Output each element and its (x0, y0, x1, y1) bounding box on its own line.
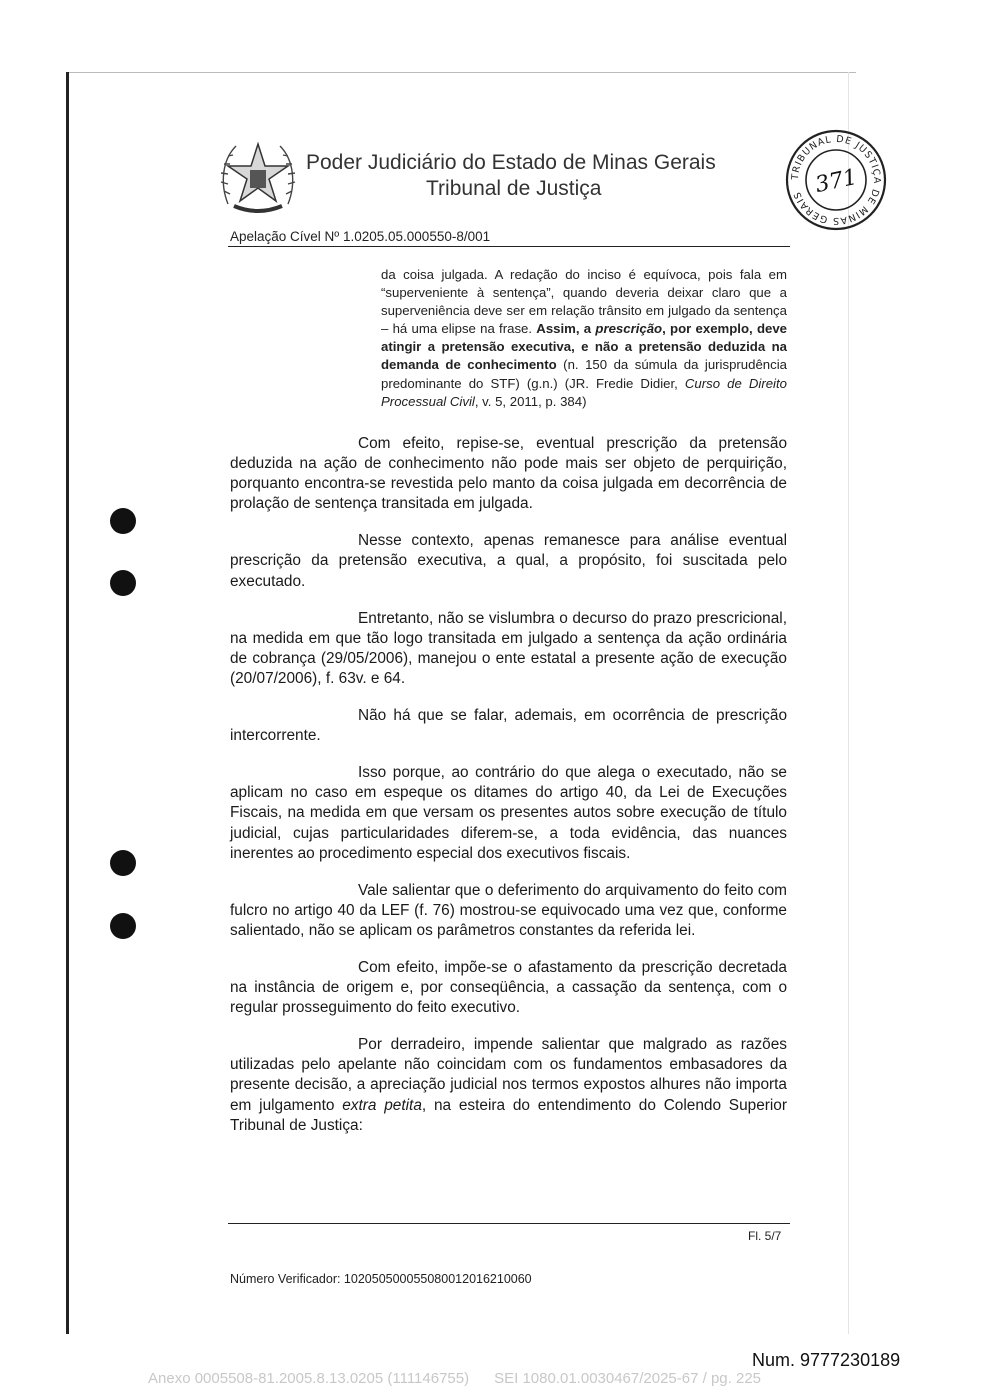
seal-handwritten-number: 371 (813, 164, 860, 199)
quote-text-part2: (n. 150 da súmula da jurisprudência predominante do STF) (g.n.) (JR. Fredie Didier, (381, 357, 788, 391)
punch-hole (110, 508, 136, 534)
paragraph-2: Nesse contexto, apenas remanesce para análise eventual prescrição da pretensão executiva, a qual, a propósito, foi suscitada pelo executado. (230, 532, 787, 590)
scan-left-edge (66, 72, 69, 1334)
block-quote (381, 266, 787, 411)
quote-bold-part2: , por exemplo, deve atingir a pretensão executiva, e não a pretensão deduzida na demanda de conhecimento (381, 321, 788, 373)
paragraph-5: Isso porque, ao contrário do que alega o executado, não se aplicam no caso em espeque os ditames do artigo 40, da Lei de Execuções Fiscais, na medida em que versam os presentes autos sobre execução de título judicial, cujas particularidades diferem-se, a toda evidência, das nuances inerentes ao procedimento especial dos executivos fiscais. (230, 764, 787, 862)
punch-hole (110, 570, 136, 596)
paragraph-8 (230, 1035, 787, 1135)
quote-bold-part1: Assim, a (536, 321, 596, 337)
quote-text-part1: da coisa julgada. A redação do inciso é equívoca, pois fala em “superveniente à sentença”, quando deveria deixar claro que a superveniência deve ser em relação trânsito em julgado da sentença – há uma elipse na frase. (381, 267, 787, 337)
annex-watermark: Anexo 0005508-81.2005.8.13.0205 (111146755) SEI 1080.01.0030467/2025-67 / pg. 225 (148, 1370, 762, 1387)
page-folio: Fl. 5/7 (748, 1229, 782, 1243)
scan-right-edge (848, 72, 849, 1334)
court-stamp-seal-icon (784, 128, 888, 232)
paragraph-8-part-b: , na esteira do entendimento do Colendo Superior Tribunal de Justiça: (230, 1096, 787, 1134)
punch-hole (110, 913, 136, 939)
paragraph-8-italic: extra petita (342, 1096, 422, 1114)
court-name-line2: Tribunal de Justiça (426, 177, 602, 200)
paragraph-7: Com efeito, impõe-se o afastamento da prescrição decretada na instância de origem e, por conseqüência, a cassação da sentença, com o regular prosseguimento do feito executivo. (230, 958, 787, 1017)
document-body (230, 434, 787, 1153)
punch-hole (110, 850, 136, 876)
quote-italic-title: Curso de Direito Processual Civil (381, 375, 787, 409)
paragraph-3: Entretanto, não se vislumbra o decurso do prazo prescricional, na medida em que tão logo transitada em julgado a sentença da ação ordinária de cobrança (29/05/2006), manejou o ente estatal a presente ação de execução (20/07/2006), f. 63v. e 64. (230, 609, 787, 687)
verifier-number: Número Verificador: 1020505000550800120162100​60 (230, 1272, 532, 1286)
court-name (306, 150, 736, 202)
paragraph-8-part-a: Por derradeiro, impende salientar que malgrado as razões utilizadas pelo apelante não coincidam com os fundamentos embasadores da presente decisão, a apreciação judicial nos termos expostos alhures não importa em julgamento (230, 1036, 787, 1114)
scan-top-edge (66, 72, 856, 73)
court-name-line1: Poder Judiciário do Estado de Minas Gerais (306, 151, 716, 174)
svg-text:TRIBUNAL DE JUSTIÇA DE MINAS G: TRIBUNAL DE JUSTIÇA DE MINAS GERAIS (789, 133, 883, 227)
paragraph-6: Vale salientar que o deferimento do arquivamento do feito com fulcro no artigo 40 da LEF (f. 76) mostrou-se equivocado uma vez que, conforme salientado, não se aplicam os parâmetros constantes da referida lei. (230, 881, 787, 939)
paragraph-4: Não há que se falar, ademais, em ocorrência de prescrição intercorrente. (230, 707, 787, 745)
document-num: Num. 9777230189 (752, 1350, 901, 1370)
quote-text-part3: , v. 5, 2011, p. 384) (474, 393, 587, 409)
case-number: Apelação Cível Nº 1.0205.05.000550-8/001 (230, 229, 491, 244)
paragraph-1: Com efeito, repise-se, eventual prescrição da pretensão deduzida na ação de conhecimento não pode mais ser objeto de perquirição, porquanto encontra-se revestida pelo manto da coisa julgada em decorrência de prolação de sentença transitada em julgada. (230, 435, 787, 513)
quote-bold-italic: prescrição (595, 321, 663, 337)
footer-divider (228, 1223, 790, 1224)
coat-of-arms-icon (216, 134, 300, 218)
header-divider (228, 246, 790, 247)
